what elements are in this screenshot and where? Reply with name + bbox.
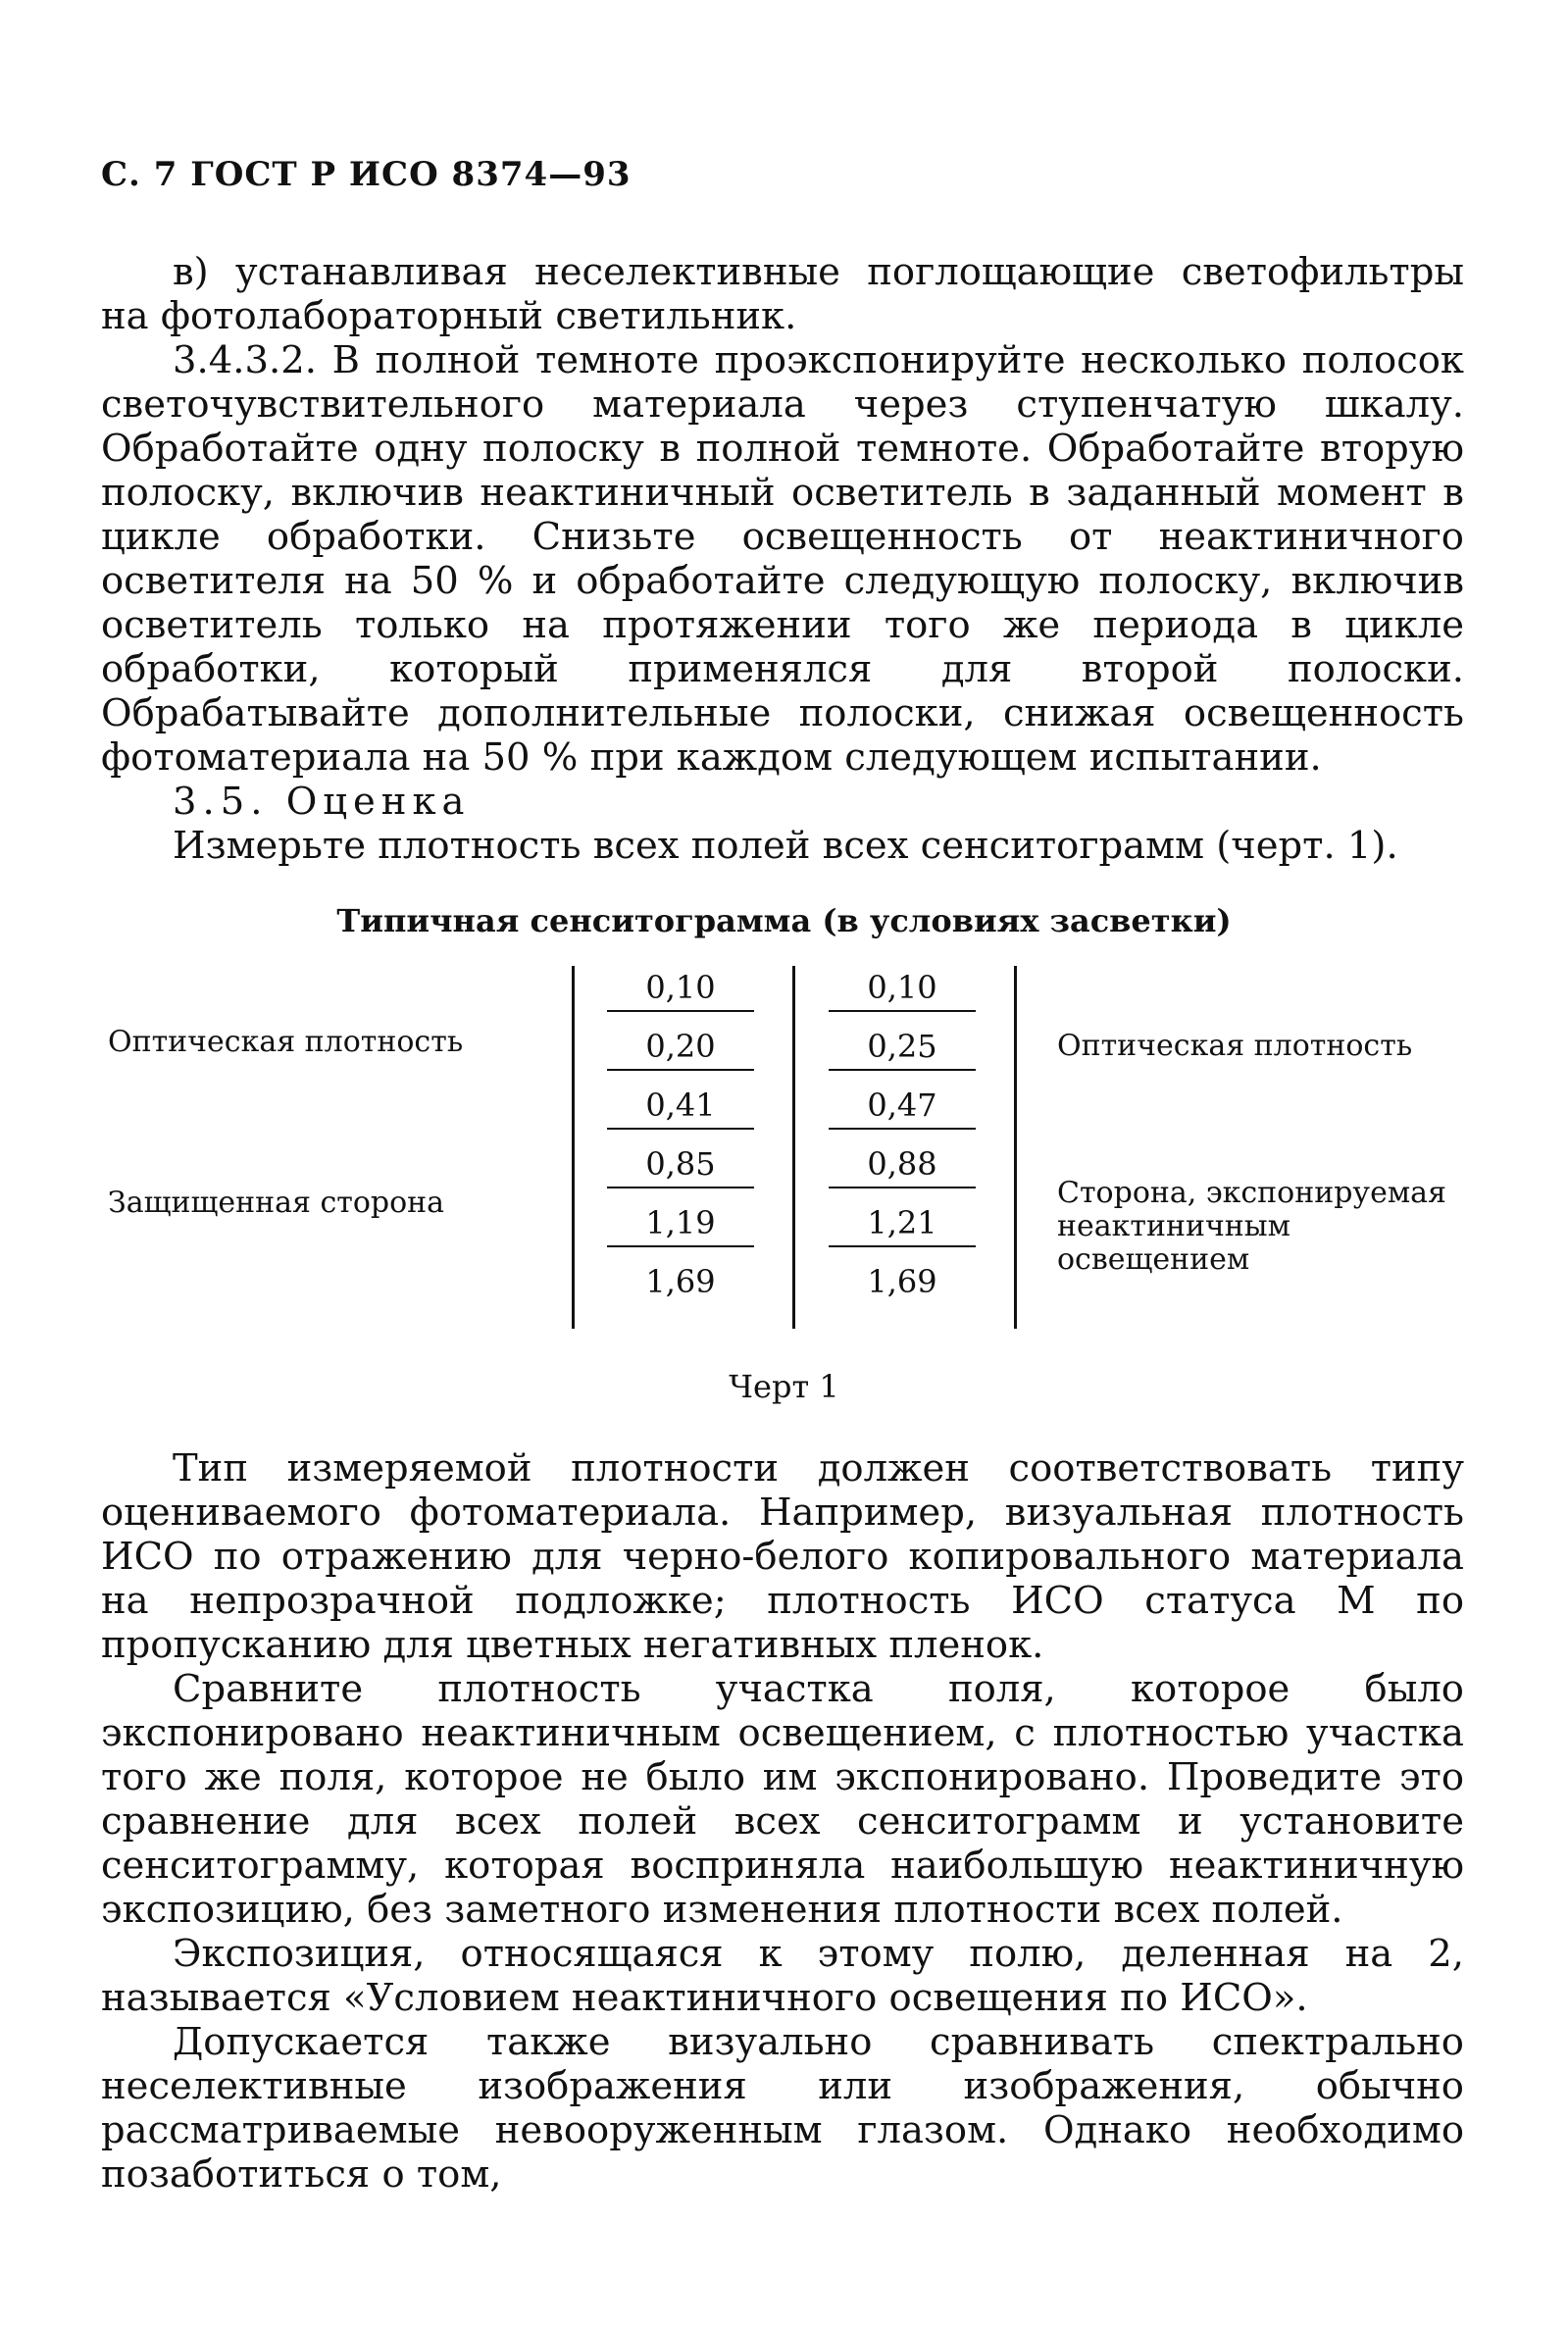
left-label-density: Оптическая плотность: [108, 1025, 464, 1059]
density-value-col1: 0,10: [607, 966, 754, 1012]
density-value-col2: 0,88: [829, 1142, 976, 1188]
paragraph: 3.4.3.2. В полной темноте проэкспонируйте несколько полосок светочувствительного материала через ступенчатую шкалу. Обработайте одну полоску в полной темноте. Обработайте вторую полоску, включив неактиничный осветитель в заданный момент в цикле обработки. Снизьте освещенность от неактиничного осветителя на 50 % и обработайте следующую полоску, включив осветитель только на протяжении того же периода в цикле обработки, который применялся для второй полоски. Обрабатывайте дополнительные полоски, снижая освещенность фотоматериала на 50 % при каждом следующем испытании.: [101, 338, 1464, 780]
paragraph: Сравните плотность участка поля, которое было экспонировано неактиничным освещением, с плотностью участка того же поля, которое не было им экспонировано. Проведите это сравнение для всех полей всех сенситограмм и установите сенситограмму, которая восприняла наибольшую неактиничную экспозицию, без заметного изменения плотности всех полей.: [101, 1667, 1464, 1932]
density-value-col1: 0,41: [607, 1084, 754, 1130]
page-header: С. 7 ГОСТ Р ИСО 8374—93: [101, 155, 632, 194]
density-value-col2: 0,10: [829, 966, 976, 1012]
figure-label: Черт 1: [729, 1368, 839, 1405]
density-value-col1: 1,69: [645, 1263, 716, 1300]
density-value-col1: 0,85: [607, 1142, 754, 1188]
paragraph: Измерьте плотность всех полей всех сенситограмм (черт. 1).: [173, 824, 1398, 868]
density-value-col2: 0,47: [829, 1084, 976, 1130]
text-block-bottom: [101, 1446, 1464, 2197]
density-value-col1: 1,19: [607, 1201, 754, 1247]
paragraph: Допускается также визуально сравнивать спектрально неселективные изображения или изображения, обычно рассматриваемые невооруженным глазом. Однако необходимо позаботиться о том,: [101, 2020, 1464, 2197]
paragraph: в) устанавливая неселективные поглощающие светофильтры на фотолабораторный светильник.: [101, 250, 1464, 338]
text-block-top: [101, 250, 1464, 868]
right-label-exposed-side: Сторона, экспонируемая неактиничным освещением: [1057, 1176, 1446, 1277]
figure-caption: Типичная сенситограмма (в условиях засветки): [336, 902, 1232, 939]
density-value-col2: 0,25: [829, 1025, 976, 1071]
paragraph: Экспозиция, относящаяся к этому полю, деленная на 2, называется «Условием неактиничного освещения по ИСО».: [101, 1932, 1464, 2020]
sensitogram-border-right: [1014, 966, 1017, 1329]
density-value-col1: 0,20: [607, 1025, 754, 1071]
section-heading: 3.5. Оценка: [173, 780, 471, 824]
density-value-col2: 1,21: [829, 1201, 976, 1247]
sensitogram-border-middle: [792, 966, 795, 1329]
density-value-col2: 1,69: [867, 1263, 937, 1300]
sensitogram-figure: [572, 966, 1017, 1329]
paragraph: Тип измеряемой плотности должен соответствовать типу оцениваемого фотоматериала. Например, визуальная плотность ИСО по отражению для черно-белого копировального материала на непрозрачной подложке; плотность ИСО статуса М по пропусканию для цветных негативных пленок.: [101, 1446, 1464, 1667]
sensitogram-border-left: [572, 966, 575, 1329]
left-label-protected-side: Защищенная сторона: [108, 1186, 445, 1220]
right-label-density: Оптическая плотность: [1057, 1029, 1413, 1063]
